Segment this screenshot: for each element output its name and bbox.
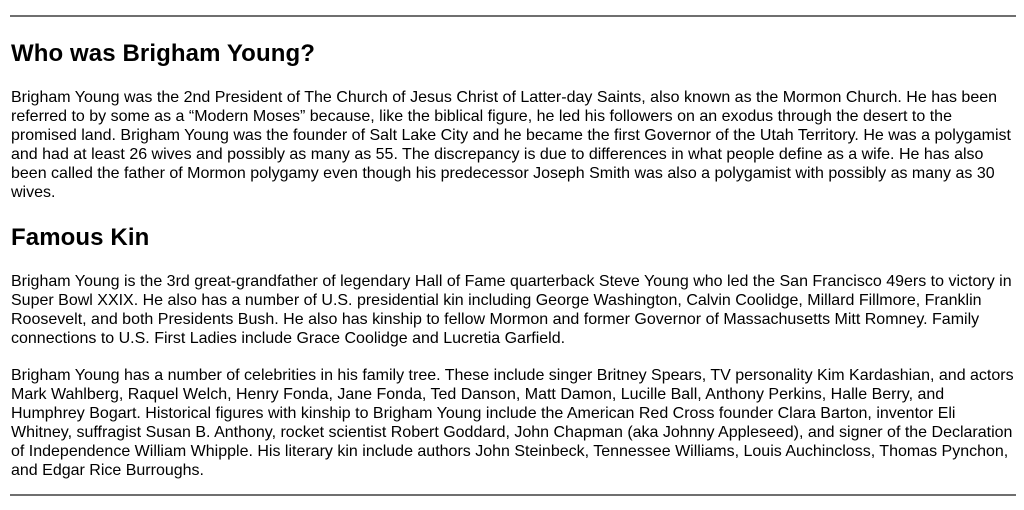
article-container [10, 0, 1016, 510]
section-heading-famous-kin: Famous Kin [11, 224, 150, 251]
section-heading-who-was-brigham-young: Who was Brigham Young? [11, 40, 315, 67]
famous-kin-paragraph-1: Brigham Young is the 3rd great-grandfather of legendary Hall of Fame quarterback Steve Young who led the San Francisco 49ers to victory in Super Bowl XXIX. He also has a number of U.S. presidential kin including George Washington, Calvin Coolidge, Millard Fillmore, Franklin Roosevelt, and both Presidents Bush. He also has kinship to fellow Mormon and former Governor of Massachusetts Mitt Romney. Family connections to U.S. First Ladies include Grace Coolidge and Lucretia Garfield. [11, 273, 1012, 347]
top-divider [10, 15, 1016, 17]
bottom-divider [10, 494, 1016, 496]
famous-kin-paragraph-2: Brigham Young has a number of celebrities in his family tree. These include singer Britney Spears, TV personality Kim Kardashian, and actors Mark Wahlberg, Raquel Welch, Henry Fonda, Jane Fonda, Ted Danson, Matt Damon, Lucille Ball, Anthony Perkins, Halle Berry, and Humphrey Bogart. Historical figures with kinship to Brigham Young include the American Red Cross founder Clara Barton, inventor Eli Whitney, suffragist Susan B. Anthony, rocket scientist Robert Goddard, John Chapman (aka Johnny Appleseed), and signer of the Declaration of Independence William Whipple. His literary kin include authors John Steinbeck, Tennessee Williams, Louis Auchincloss, Thomas Pynchon, and Edgar Rice Burroughs. [11, 367, 1014, 479]
biography-paragraph: Brigham Young was the 2nd President of The Church of Jesus Christ of Latter-day Saints, also known as the Mormon Church. He has been referred to by some as a “Modern Moses” because, like the biblical figure, he led his followers on an exodus through the desert to the promised land. Brigham Young was the founder of Salt Lake City and he became the first Governor of the Utah Territory. He was a polygamist and had at least 26 wives and possibly as many as 55. The discrepancy is due to differences in what people define as a wife. He has also been called the father of Mormon polygamy even though his predecessor Joseph Smith was also a polygamist with possibly as many as 30 wives. [11, 89, 1011, 201]
